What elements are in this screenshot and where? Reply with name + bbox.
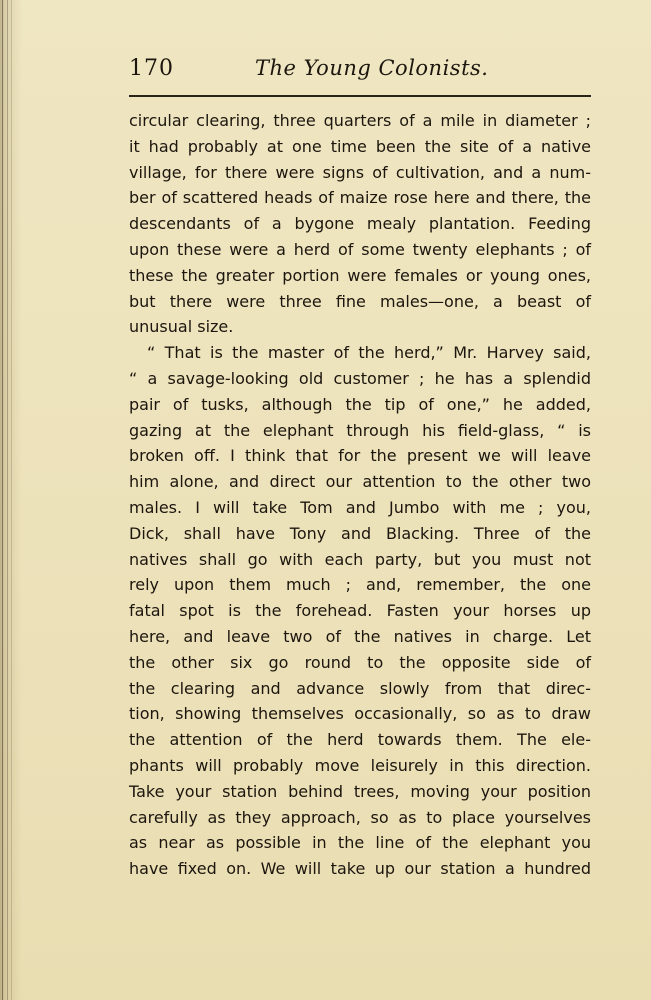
text-line: “ a savage-looking old customer ; he has a splendid bbox=[129, 368, 591, 388]
text-line: the other six go round to the opposite side of bbox=[129, 652, 591, 672]
text-line: gazing at the elephant through his field-glass, “ is bbox=[129, 420, 591, 440]
text-line: as near as possible in the line of the elephant you bbox=[129, 833, 591, 853]
text-line: the clearing and advance slowly from that direc- bbox=[129, 678, 591, 698]
body-text bbox=[129, 108, 591, 882]
text-line: have fixed on. We will take up our station a hundred bbox=[129, 859, 591, 879]
text-line: males. I will take Tom and Jumbo with me ; you, bbox=[129, 497, 591, 517]
text-line: carefully as they approach, so as to place yourselves bbox=[129, 807, 591, 827]
text-line: phants will probably move leisurely in this direction. bbox=[129, 755, 591, 775]
text-line: upon these were a herd of some twenty elephants ; of bbox=[129, 239, 591, 259]
page-header bbox=[129, 50, 593, 90]
text-line: descendants of a bygone mealy plantation. Feeding bbox=[129, 214, 591, 234]
text-line: Take your station behind trees, moving your position bbox=[129, 781, 591, 801]
text-line: Dick, shall have Tony and Blacking. Three of the bbox=[129, 523, 591, 543]
text-line: here, and leave two of the natives in charge. Let bbox=[129, 626, 591, 646]
text-line: broken off. I think that for the present we will leave bbox=[129, 446, 591, 466]
text-line: fatal spot is the forehead. Fasten your horses up bbox=[129, 601, 591, 621]
text-line: the attention of the herd towards them. The ele- bbox=[129, 730, 591, 750]
text-line: rely upon them much ; and, remember, the one bbox=[129, 575, 591, 595]
text-line: it had probably at one time been the site of a native bbox=[129, 136, 591, 156]
spine-edge-line bbox=[2, 0, 3, 1000]
text-line: but there were three fine males—one, a beast of bbox=[129, 291, 591, 311]
header-rule bbox=[129, 95, 591, 97]
spine-edge-line bbox=[7, 0, 8, 1000]
text-line: natives shall go with each party, but you must not bbox=[129, 549, 591, 569]
spine-edge-line bbox=[11, 0, 12, 1000]
text-line: village, for there were signs of cultivation, and a num- bbox=[129, 162, 591, 182]
text-line: pair of tusks, although the tip of one,” he added, bbox=[129, 394, 591, 414]
running-title: The Young Colonists. bbox=[255, 56, 489, 80]
text-line: circular clearing, three quarters of a mile in diameter ; bbox=[129, 111, 591, 130]
text-line: unusual size. bbox=[129, 317, 234, 337]
text-line: tion, showing themselves occasionally, so as to draw bbox=[129, 704, 591, 724]
text-line: these the greater portion were females or young ones, bbox=[129, 265, 591, 285]
text-line: ber of scattered heads of maize rose here and there, the bbox=[129, 188, 591, 208]
text-line: “ That is the master of the herd,” Mr. Harvey said, bbox=[147, 343, 591, 363]
page-number: 170 bbox=[129, 56, 174, 81]
text-line: him alone, and direct our attention to the other two bbox=[129, 472, 591, 492]
